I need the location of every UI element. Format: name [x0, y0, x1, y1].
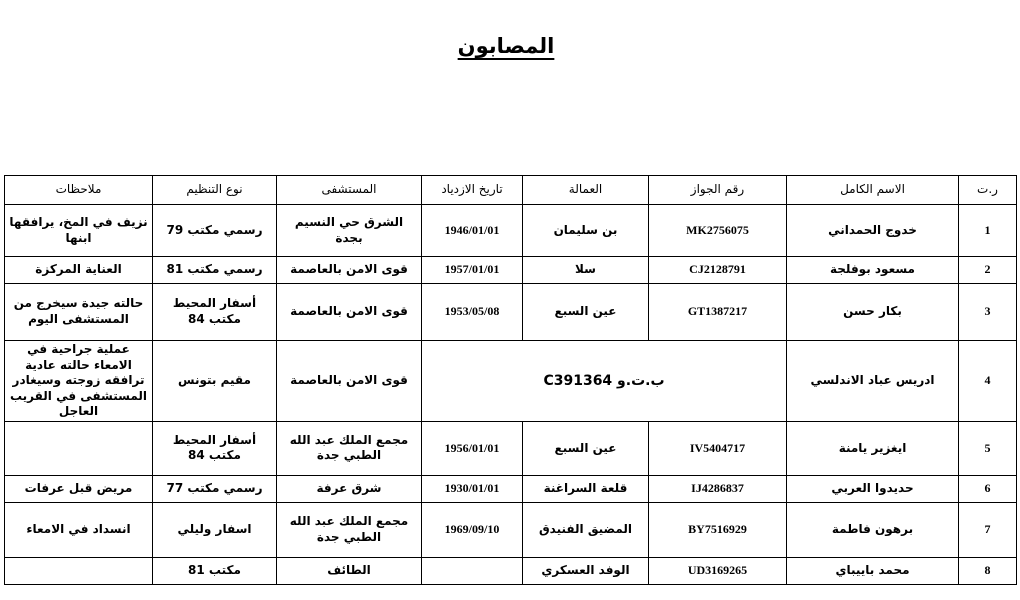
birth-date: 1957/01/01 — [422, 257, 523, 284]
header-cell-name: الاسم الكامل — [787, 176, 959, 205]
full-name: برهون فاطمة — [787, 502, 959, 557]
full-name: حديدوا العربي — [787, 475, 959, 502]
row-index: 8 — [959, 557, 1017, 584]
passport-number: IJ4286837 — [649, 475, 787, 502]
hospital: قوى الامن بالعاصمة — [277, 284, 422, 341]
row-index: 6 — [959, 475, 1017, 502]
organization-type: مكتب 81 — [153, 557, 277, 584]
full-name: ايغزير يامنة — [787, 421, 959, 475]
organization-type: مقيم بتونس — [153, 341, 277, 422]
notes: عملية جراحية في الامعاء حالته عادية ترافقه زوجته وسيغادر المستشفى في القريب العاجل — [5, 341, 153, 422]
province: المضيق الفنيدق — [523, 502, 649, 557]
row-index: 2 — [959, 257, 1017, 284]
table-row — [5, 341, 1017, 422]
full-name: مسعود بوفلجة — [787, 257, 959, 284]
passport-merged-cell: ب.ت.و C391364 — [422, 341, 787, 422]
passport-number: MK2756075 — [649, 205, 787, 257]
province: عين السبع — [523, 421, 649, 475]
hospital: الشرق حي النسيم بجدة — [277, 205, 422, 257]
header-cell-province: العمالة — [523, 176, 649, 205]
hospital: قوى الامن بالعاصمة — [277, 341, 422, 422]
page-title: المصابون — [457, 34, 555, 58]
full-name: خدوج الحمداني — [787, 205, 959, 257]
row-index: 7 — [959, 502, 1017, 557]
table-row — [5, 421, 1017, 475]
hospital: مجمع الملك عبد الله الطبي جدة — [277, 502, 422, 557]
table-row — [5, 475, 1017, 502]
birth-date — [422, 557, 523, 584]
organization-type: رسمي مكتب 81 — [153, 257, 277, 284]
header-cell-org: نوع التنظيم — [153, 176, 277, 205]
passport-number: IV5404717 — [649, 421, 787, 475]
hospital: مجمع الملك عبد الله الطبي جدة — [277, 421, 422, 475]
hospital: قوى الامن بالعاصمة — [277, 257, 422, 284]
header-cell-dob: تاريخ الازدياد — [422, 176, 523, 205]
birth-date: 1969/09/10 — [422, 502, 523, 557]
passport-number: UD3169265 — [649, 557, 787, 584]
notes: حالته جيدة سيخرج من المستشفى اليوم — [5, 284, 153, 341]
table-row — [5, 557, 1017, 584]
birth-date: 1956/01/01 — [422, 421, 523, 475]
province: قلعة السراغنة — [523, 475, 649, 502]
notes — [5, 557, 153, 584]
passport-number: CJ2128791 — [649, 257, 787, 284]
province: سلا — [523, 257, 649, 284]
full-name: بكار حسن — [787, 284, 959, 341]
hospital: الطائف — [277, 557, 422, 584]
province: الوفد العسكري — [523, 557, 649, 584]
header-cell-notes: ملاحظات — [5, 176, 153, 205]
row-index: 4 — [959, 341, 1017, 422]
table-row — [5, 284, 1017, 341]
province: عين السبع — [523, 284, 649, 341]
organization-type: اسفار وليلي — [153, 502, 277, 557]
header-cell-index: ر.ت — [959, 176, 1017, 205]
birth-date: 1946/01/01 — [422, 205, 523, 257]
organization-type: رسمي مكتب 79 — [153, 205, 277, 257]
table-row — [5, 205, 1017, 257]
row-index: 5 — [959, 421, 1017, 475]
full-name: ادريس عباد الاندلسي — [787, 341, 959, 422]
header-row — [5, 176, 1017, 205]
notes: مريض قبل عرفات — [5, 475, 153, 502]
passport-number: GT1387217 — [649, 284, 787, 341]
organization-type: رسمي مكتب 77 — [153, 475, 277, 502]
header-cell-hospital: المستشفى — [277, 176, 422, 205]
row-index: 3 — [959, 284, 1017, 341]
injured-table — [4, 175, 1017, 585]
table-row — [5, 257, 1017, 284]
passport-number: BY7516929 — [649, 502, 787, 557]
notes: العناية المركزة — [5, 257, 153, 284]
full-name: محمد باييباي — [787, 557, 959, 584]
row-index: 1 — [959, 205, 1017, 257]
notes: انسداد في الامعاء — [5, 502, 153, 557]
notes: نزيف في المخ، يرافقها ابنها — [5, 205, 153, 257]
header-cell-passport: رقم الجواز — [649, 176, 787, 205]
birth-date: 1930/01/01 — [422, 475, 523, 502]
hospital: شرق عرفة — [277, 475, 422, 502]
organization-type: أسفار المحيط مكتب 84 — [153, 421, 277, 475]
province: بن سليمان — [523, 205, 649, 257]
notes — [5, 421, 153, 475]
organization-type: أسفار المحيط مكتب 84 — [153, 284, 277, 341]
birth-date: 1953/05/08 — [422, 284, 523, 341]
table-row — [5, 502, 1017, 557]
